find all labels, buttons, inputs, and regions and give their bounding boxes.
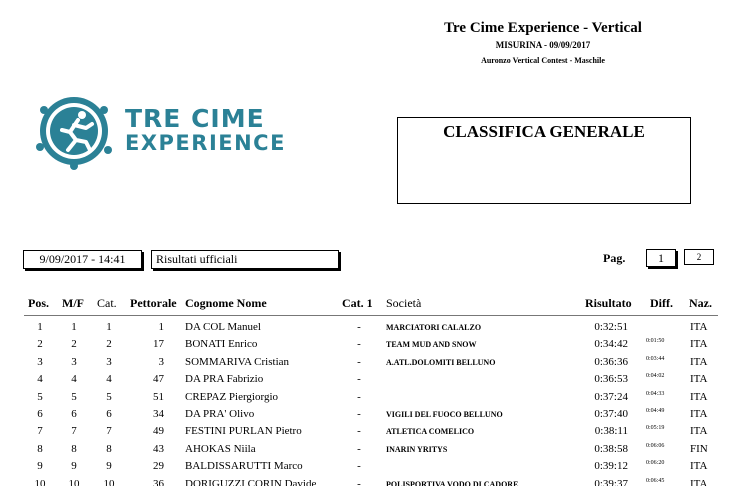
cell-cat1: - (357, 355, 361, 368)
logo-text-line2: EXPERIENCE (125, 131, 286, 155)
event-contest: Auronzo Vertical Contest - Maschile (481, 56, 605, 65)
cell-mf: 10 (68, 477, 80, 486)
cell-cat1: - (357, 390, 361, 403)
cell-naz: ITA (690, 355, 708, 368)
cell-risultato: 0:37:40 (594, 408, 628, 420)
cell-mf: 2 (71, 338, 77, 351)
cell-pos: 2 (37, 338, 43, 351)
table-row (0, 425, 741, 442)
cell-pettorale: 49 (153, 425, 164, 438)
cell-naz: ITA (690, 477, 708, 486)
col-header-pos: Pos. (28, 296, 49, 310)
cell-nome: FESTINI PURLAN Pietro (185, 425, 302, 438)
cell-cat: 7 (106, 425, 112, 438)
cell-nome: DA COL Manuel (185, 321, 261, 333)
cell-pos: 10 (34, 477, 46, 486)
page-next-link[interactable]: 2 (684, 249, 714, 265)
cell-pettorale: 43 (153, 442, 164, 455)
cell-cat1: - (357, 321, 361, 333)
cell-diff: 0:06:20 (646, 460, 665, 467)
cell-cat1: - (357, 408, 361, 420)
cell-societa: MARCIATORI CALALZO (386, 323, 482, 332)
cell-risultato: 0:39:37 (594, 477, 628, 486)
col-header-societa: Società (386, 296, 422, 310)
table-row (0, 391, 741, 408)
cell-naz: ITA (690, 373, 708, 386)
cell-risultato: 0:36:53 (594, 373, 628, 386)
cell-nome: DA PRA Fabrizio (185, 373, 264, 386)
cell-diff: 0:04:33 (646, 390, 665, 397)
cell-nome: BALDISSARUTTI Marco (185, 460, 303, 473)
cell-pettorale: 47 (153, 373, 164, 386)
cell-mf: 3 (71, 355, 77, 368)
table-row (0, 373, 741, 390)
col-header-cat: Cat. (97, 296, 117, 310)
cell-mf: 4 (71, 373, 77, 386)
cell-nome: BONATI Enrico (185, 338, 258, 351)
cell-naz: ITA (690, 460, 708, 473)
cell-pos: 3 (37, 355, 43, 368)
cell-naz: ITA (690, 338, 708, 351)
table-row (0, 356, 741, 373)
cell-pettorale: 29 (153, 460, 164, 473)
cell-risultato: 0:36:36 (594, 355, 628, 368)
cell-diff: 0:03:44 (646, 355, 665, 362)
cell-cat: 3 (106, 355, 112, 368)
datetime-box: 9/09/2017 - 14:41 (23, 250, 142, 269)
cell-mf: 8 (71, 442, 77, 455)
col-header-risultato: Risultato (585, 296, 632, 310)
cell-pettorale: 1 (158, 321, 164, 333)
header-divider (24, 315, 718, 316)
table-row (0, 338, 741, 355)
cell-diff: 0:04:49 (646, 408, 665, 414)
cell-risultato: 0:34:42 (594, 338, 628, 351)
cell-pos: 6 (37, 408, 43, 420)
col-header-pettorale: Pettorale (130, 296, 177, 310)
cell-diff: 0:06:06 (646, 442, 665, 449)
cell-pos: 1 (37, 321, 43, 333)
cell-pettorale: 17 (153, 338, 164, 351)
cell-risultato: 0:38:11 (594, 425, 628, 438)
cell-mf: 9 (71, 460, 77, 473)
table-row (0, 478, 741, 486)
cell-nome: CREPAZ Piergiorgio (185, 390, 279, 403)
cell-pos: 9 (37, 460, 43, 473)
cell-naz: ITA (690, 425, 708, 438)
cell-cat: 1 (106, 321, 112, 333)
cell-pettorale: 3 (158, 355, 164, 368)
cell-nome: DA PRA' Olivo (185, 408, 255, 420)
cell-risultato: 0:39:12 (594, 460, 628, 473)
col-header-mf: M/F (62, 296, 84, 310)
cell-naz: ITA (690, 321, 708, 333)
col-header-cat1: Cat. 1 (342, 296, 373, 310)
event-title: Tre Cime Experience - Vertical (444, 20, 642, 36)
table-row (0, 443, 741, 460)
cell-cat1: - (357, 442, 361, 455)
col-header-diff: Diff. (650, 296, 673, 310)
cell-cat1: - (357, 460, 361, 473)
cell-risultato: 0:37:24 (594, 390, 628, 403)
cell-risultato: 0:38:58 (594, 442, 628, 455)
cell-societa: TEAM MUD AND SNOW (386, 340, 477, 350)
cell-pos: 5 (37, 390, 43, 403)
cell-mf: 6 (71, 408, 77, 420)
cell-cat: 10 (103, 477, 115, 486)
cell-naz: ITA (690, 390, 708, 403)
cell-societa: A.ATL.DOLOMITI BELLUNO (386, 357, 496, 367)
col-header-nome: Cognome Nome (185, 296, 267, 310)
logo-text-line1: TRE CIME (125, 104, 265, 133)
classifica-box (397, 117, 691, 204)
cell-cat1: - (357, 373, 361, 386)
event-subtitle: MISURINA - 09/09/2017 (495, 40, 591, 50)
cell-societa: VIGILI DEL FUOCO BELLUNO (386, 410, 503, 419)
col-header-naz: Naz. (689, 296, 712, 310)
cell-pos: 8 (37, 442, 43, 455)
page-current: 1 (646, 249, 676, 267)
cell-pos: 4 (37, 373, 43, 386)
cell-pos: 7 (37, 425, 43, 438)
cell-cat: 2 (106, 338, 112, 351)
cell-nome: AHOKAS Niila (185, 442, 256, 455)
cell-nome: DORIGUZZI CORIN Davide (185, 477, 317, 486)
cell-cat1: - (357, 338, 361, 351)
classifica-title: CLASSIFICA GENERALE (443, 122, 645, 141)
cell-pettorale: 51 (153, 390, 164, 403)
cell-pettorale: 36 (153, 477, 164, 486)
cell-diff: 0:04:02 (646, 373, 665, 380)
cell-mf: 1 (71, 321, 77, 333)
cell-cat: 5 (106, 390, 112, 403)
cell-diff: 0:01:50 (646, 338, 665, 345)
status-box: Risultati ufficiali (151, 250, 339, 269)
cell-nome: SOMMARIVA Cristian (185, 355, 290, 368)
cell-cat: 4 (106, 373, 112, 386)
table-row (0, 408, 741, 425)
cell-mf: 5 (71, 390, 77, 403)
page-label: Pag. (603, 251, 626, 265)
cell-cat1: - (357, 425, 361, 438)
cell-risultato: 0:32:51 (594, 321, 628, 333)
cell-diff: 0:06:45 (646, 477, 665, 484)
cell-societa: INARIN YRITYS (386, 444, 448, 454)
cell-naz: FIN (690, 442, 708, 455)
cell-cat: 9 (106, 460, 112, 473)
cell-societa: POLISPORTIVA VODO DI CADORE (386, 479, 519, 486)
cell-naz: ITA (690, 408, 708, 420)
table-row (0, 321, 741, 338)
cell-societa: ATLETICA COMELICO (386, 427, 475, 437)
cell-cat: 6 (106, 408, 112, 420)
cell-mf: 7 (71, 425, 77, 438)
table-row (0, 460, 741, 477)
cell-diff: 0:05:19 (646, 425, 665, 432)
cell-cat1: - (357, 477, 361, 486)
cell-cat: 8 (106, 442, 112, 455)
cell-pettorale: 34 (153, 408, 164, 420)
